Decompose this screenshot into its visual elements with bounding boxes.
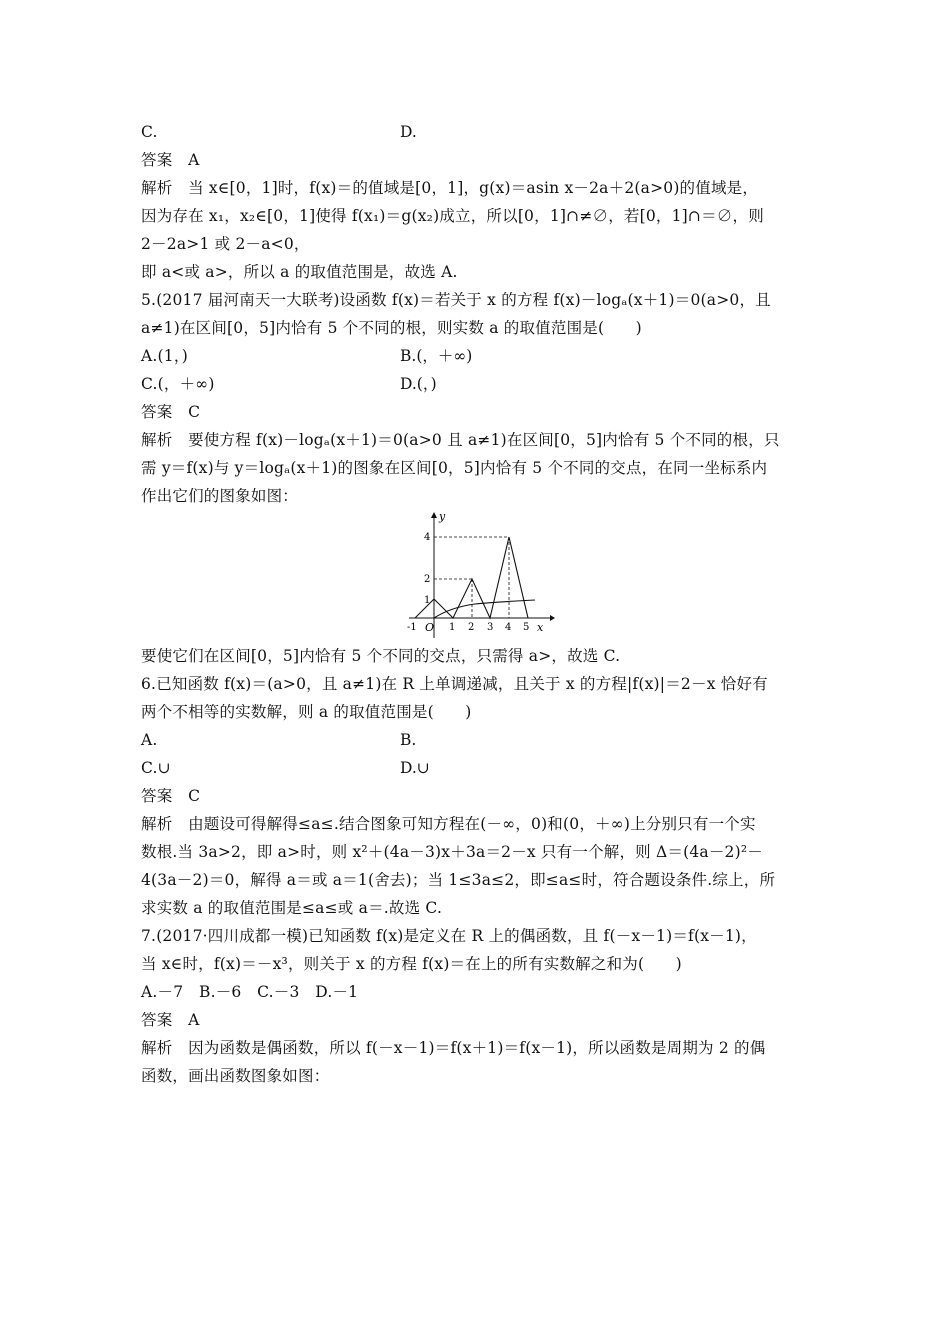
x-tick-5: 5	[523, 622, 530, 633]
q6-option-b: B.	[400, 731, 417, 749]
answer-4: 答案 A	[141, 151, 200, 169]
analysis-5-line3: 作出它们的图象如图：	[141, 487, 299, 505]
x-tick-3: 3	[487, 622, 494, 633]
y-axis-label: y	[439, 510, 446, 523]
q6-option-a: A.	[141, 731, 158, 749]
q7-options: A.－7 B.－6 C.－3 D.－1	[141, 983, 359, 1001]
analysis-7-line1: 解析 因为函数是偶函数，所以 f(－x－1)＝f(x＋1)＝f(x－1)，所以函数是周期为 2 的偶	[141, 1039, 766, 1057]
q5-option-a: A.(1，)	[141, 347, 189, 365]
x-tick-neg1: -1	[407, 622, 417, 633]
analysis-5-line1: 解析 要使方程 f(x)－logₐ(x＋1)＝0(a>0 且 a≠1)在区间[0，5]内恰有 5 个不同的根，只	[141, 431, 780, 449]
analysis-6-line1: 解析 由题设可得解得≤a≤.结合图象可知方程在(－∞，0)和(0，＋∞)上分别只有一个实	[141, 815, 756, 833]
analysis-6-line3: 4(3a－2)＝0，解得 a＝或 a＝1(舍去)；当 1≤3a≤2，即≤a≤时，符合题设条件.综上，所	[141, 871, 776, 889]
y-axis-arrow	[431, 512, 437, 518]
x-axis-arrow	[550, 615, 555, 621]
x-axis-label: x	[537, 621, 544, 634]
y-tick-1: 1	[424, 595, 431, 606]
question-7-line2: 当 x∈时，f(x)＝－x³，则关于 x 的方程 f(x)＝在上的所有实数解之和为( )	[141, 955, 682, 973]
analysis-4-line3: 2－2a>1 或 2－a<0，	[141, 235, 310, 253]
q5-option-b: B.(，＋∞)	[400, 347, 473, 365]
graph-svg	[405, 510, 555, 640]
answer-5: 答案 C	[141, 403, 201, 421]
question-5-line2: a≠1)在区间[0，5]内恰有 5 个不同的根，则实数 a 的取值范围是( )	[141, 319, 642, 337]
option-d-prev: D.	[400, 123, 417, 141]
analysis-6-line4: 求实数 a 的取值范围是≤a≤或 a＝.故选 C.	[141, 899, 443, 917]
analysis-4-line4: 即 a<或 a>，所以 a 的取值范围是，故选 A.	[141, 263, 458, 281]
analysis-7-line2: 函数，画出函数图象如图：	[141, 1067, 330, 1085]
analysis-5-line2: 需 y＝f(x)与 y＝logₐ(x＋1)的图象在区间[0，5]内恰有 5 个不同的交点，在同一坐标系内	[141, 459, 768, 477]
y-tick-4: 4	[424, 532, 431, 543]
analysis-4-line2: 因为存在 x₁，x₂∈[0，1]使得 f(x₁)＝g(x₂)成立，所以[0，1]∩≠∅，若[0，1]∩＝∅，则	[141, 207, 764, 225]
x-tick-1: 1	[449, 622, 456, 633]
x-tick-2: 2	[468, 622, 475, 633]
origin-label: O	[425, 621, 435, 634]
analysis-6-line2: 数根.当 3a>2，即 a>时，则 x²＋(4a－3)x＋3a＝2－x 只有一个解，则 Δ＝(4a－2)²－	[141, 843, 763, 861]
question-7-line1: 7.(2017·四川成都一模)已知函数 f(x)是定义在 R 上的偶函数，且 f(－x－1)＝f(x－1)，	[141, 927, 757, 945]
answer-6: 答案 C	[141, 787, 201, 805]
q5-option-c: C.(，＋∞)	[141, 375, 215, 393]
fx-curve	[415, 537, 528, 618]
question-6-line1: 6.已知函数 f(x)＝(a>0，且 a≠1)在 R 上单调递减，且关于 x 的方程|f(x)|＝2－x 恰好有	[141, 675, 768, 693]
analysis-4-line1: 解析 当 x∈[0，1]时，f(x)＝的值域是[0，1]，g(x)＝asin x－2a＋2(a>0)的值域是，	[141, 179, 759, 197]
answer-7: 答案 A	[141, 1011, 200, 1029]
log-curve	[434, 600, 535, 618]
function-graph-figure	[405, 510, 555, 644]
option-c-prev: C.	[141, 123, 158, 141]
analysis-5-conclusion: 要使它们在区间[0，5]内恰有 5 个不同的交点，只需得 a>，故选 C.	[141, 647, 621, 665]
q5-option-d: D.(，)	[400, 375, 437, 393]
x-tick-4: 4	[505, 622, 512, 633]
y-tick-2: 2	[424, 574, 431, 585]
question-5-line1: 5.(2017 届河南天一大联考)设函数 f(x)＝若关于 x 的方程 f(x)－logₐ(x＋1)＝0(a>0，且	[141, 291, 771, 309]
q6-option-d: D.∪	[400, 759, 430, 777]
q6-option-c: C.∪	[141, 759, 171, 777]
question-6-line2: 两个不相等的实数解，则 a 的取值范围是( )	[141, 703, 472, 721]
